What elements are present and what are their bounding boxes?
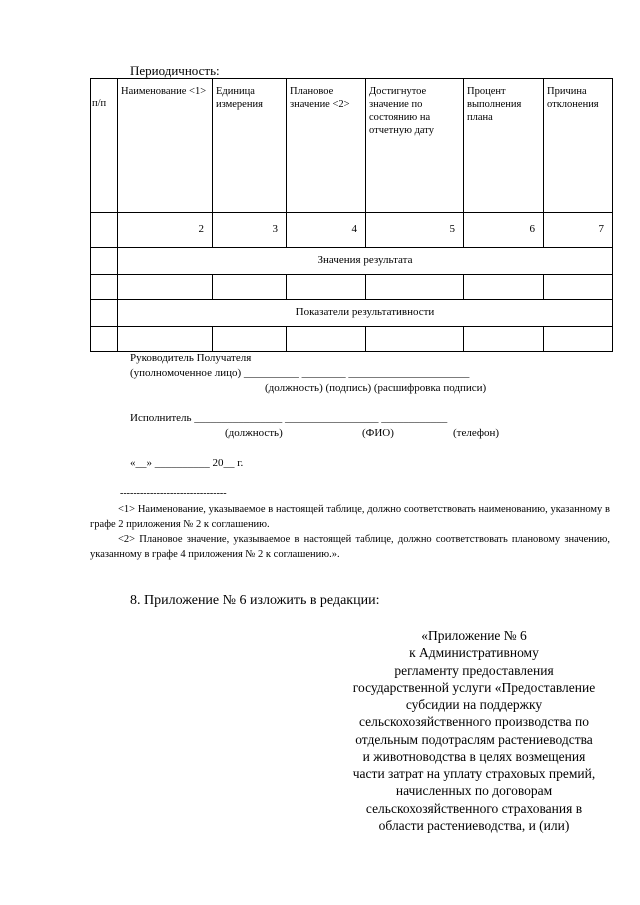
appendix-line: части затрат на уплату страховых премий,	[352, 766, 596, 782]
head-title: Руководитель Получателя	[130, 352, 252, 364]
footnote-1: <1> Наименование, указываемое в настоящей таблице, должно соответствовать наименованию, указанному в графе 2 приложения № 2 к соглашению.	[90, 504, 610, 530]
table-cell	[287, 327, 366, 352]
number-cell: 2	[118, 213, 213, 248]
table-cell	[464, 327, 544, 352]
footnote-2: <2> Плановое значение, указываемое в настоящей таблице, должно соответствовать плановому значению, указанному в графе 4 приложения № 2 к соглашению.».	[90, 534, 610, 560]
table-cell	[213, 327, 287, 352]
appendix-line: субсидии на поддержку	[405, 697, 543, 713]
number-cell: 6	[464, 213, 544, 248]
table-cell	[118, 275, 213, 300]
header-cell-planned: Плановое значение <2>	[287, 79, 366, 213]
head-signature-line: (уполномоченное лицо) __________ ________ ______________________	[130, 367, 470, 379]
head-signature-captions: (должность) (подпись) (расшифровка подписи)	[265, 382, 487, 394]
appendix-line: регламенту предоставления	[394, 662, 554, 678]
section-results-title: Значения результата	[118, 248, 613, 275]
table-cell	[118, 327, 213, 352]
section-empty-cell	[91, 248, 118, 275]
table-cell	[464, 275, 544, 300]
executor-position-caption: (должность)	[225, 427, 283, 439]
executor-fio-caption: (ФИО)	[362, 427, 394, 439]
header-cell-reason: Причина отклонения	[544, 79, 613, 213]
table-section-row	[91, 248, 613, 275]
header-cell-percent: Процент выполнения плана	[464, 79, 544, 213]
appendix-line: к Административному	[409, 645, 539, 661]
table-row	[91, 327, 613, 352]
table-numbering-row	[91, 213, 613, 248]
table-section-row	[91, 300, 613, 327]
section-empty-cell	[91, 300, 118, 327]
appendix-line: начисленных по договорам	[395, 783, 553, 799]
appendix-line: отдельным подотраслям растениеводства	[355, 731, 593, 747]
periodicity-label: Периодичность:	[130, 63, 220, 78]
header-cell-number: п/п	[91, 79, 118, 213]
date-line: «__» __________ 20__ г.	[130, 457, 244, 469]
executor-phone-caption: (телефон)	[453, 427, 500, 439]
header-cell-unit: Единица измерения	[213, 79, 287, 213]
table-cell	[91, 327, 118, 352]
appendix-line: сельскохозяйственного страхования в	[365, 800, 583, 816]
table-cell	[544, 275, 613, 300]
number-cell	[91, 213, 118, 248]
table-cell	[213, 275, 287, 300]
table-cell	[366, 327, 464, 352]
table-cell	[287, 275, 366, 300]
section-indicators-title: Показатели результативности	[118, 300, 613, 327]
appendix-line: сельскохозяйственного производства по	[358, 714, 589, 730]
executor-signature-line: Исполнитель ________________ _________________ ____________	[130, 412, 448, 424]
appendix-header-block	[330, 627, 618, 834]
table-row	[91, 275, 613, 300]
number-cell: 7	[544, 213, 613, 248]
number-cell: 3	[213, 213, 287, 248]
appendix-line: области растениеводства, и (или)	[378, 817, 570, 833]
header-cell-achieved: Достигнутое значение по состоянию на отчетную дату	[366, 79, 464, 213]
appendix-line: государственной услуги «Предоставление	[352, 679, 596, 695]
appendix-line: и животноводства в целях возмещения	[362, 748, 586, 764]
number-cell: 5	[366, 213, 464, 248]
item-8-text: 8. Приложение № 6 изложить в редакции:	[130, 593, 380, 608]
table-cell	[91, 275, 118, 300]
report-table	[90, 78, 613, 352]
footnote-separator: --------------------------------	[120, 488, 227, 499]
appendix-line: «Приложение № 6	[421, 628, 527, 643]
number-cell: 4	[287, 213, 366, 248]
table-cell	[366, 275, 464, 300]
table-cell	[544, 327, 613, 352]
table-header-row	[91, 79, 613, 213]
header-cell-name: Наименование <1>	[118, 79, 213, 213]
